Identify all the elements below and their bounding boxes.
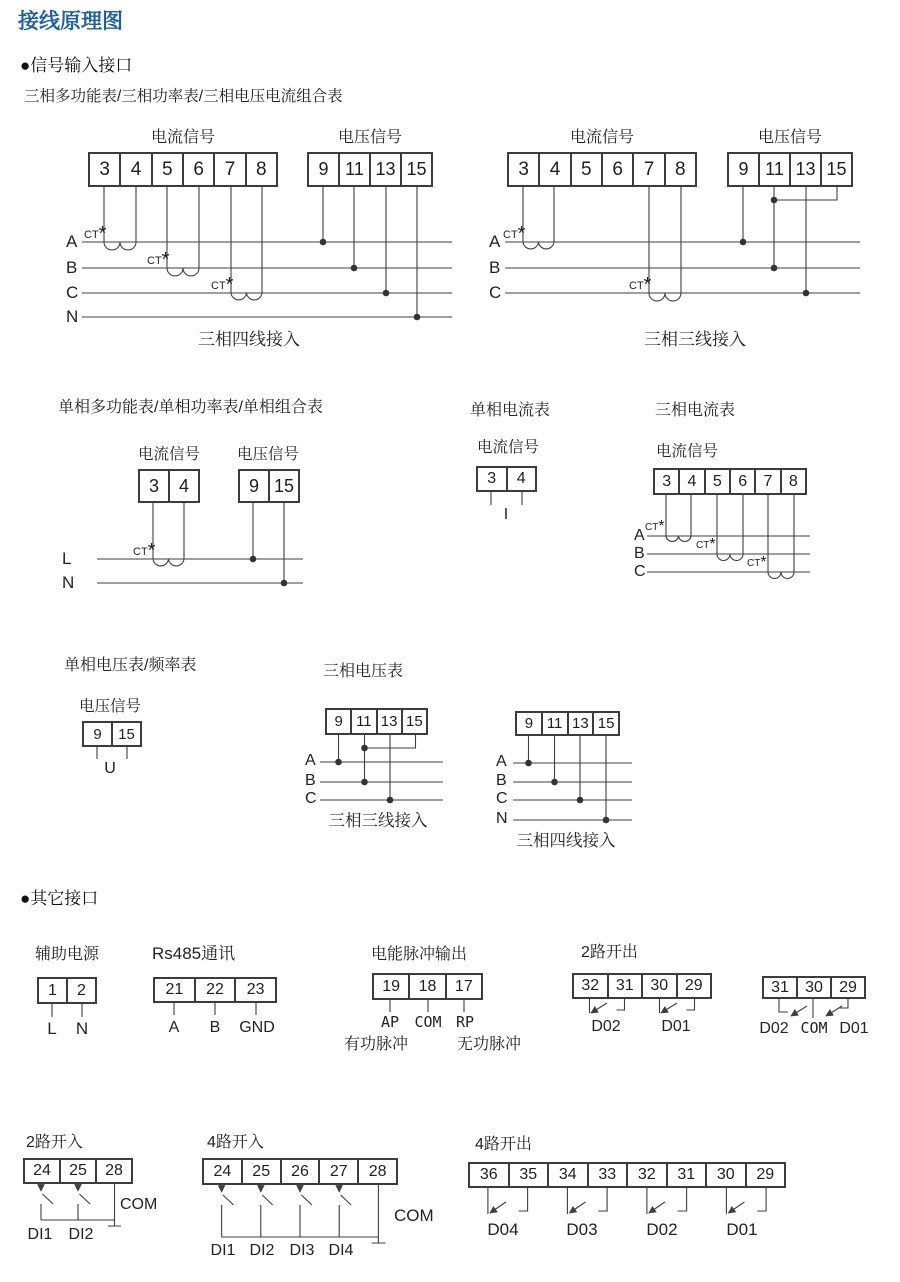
pin-label-com: COM bbox=[800, 1019, 828, 1037]
single-phase-voltmeter-title: 单相电压表/频率表 bbox=[64, 657, 197, 674]
pin-label-l: L bbox=[47, 1019, 57, 1038]
ct-star-icon: * bbox=[98, 223, 107, 245]
phase-label-l: L bbox=[62, 549, 72, 568]
voltage-signal-label: 电压信号 bbox=[757, 129, 823, 146]
terminal-box-current-1p bbox=[138, 469, 200, 503]
terminal-cell: 1 bbox=[39, 979, 68, 1002]
wires-voltmeter-three-wire bbox=[320, 735, 443, 803]
terminal-cell: 2 bbox=[77, 981, 86, 999]
terminal-cell: 11 bbox=[760, 154, 791, 185]
terminal-cell: 7 bbox=[634, 154, 665, 185]
terminal-cell: 25 bbox=[243, 1160, 282, 1183]
terminal-cell: 9 bbox=[84, 723, 113, 745]
ct-label bbox=[147, 249, 170, 271]
terminal-cell: 9 bbox=[517, 713, 543, 734]
terminal-cell: 6 bbox=[184, 154, 215, 185]
terminal-cell: 24 bbox=[204, 1160, 243, 1183]
current-signal-label: 电流信号 bbox=[150, 129, 216, 146]
pin-label-di2: DI2 bbox=[68, 1226, 94, 1243]
wires-relay-out-2 bbox=[590, 999, 695, 1013]
ct-star-icon: * bbox=[760, 554, 767, 571]
ct-star-icon: * bbox=[658, 518, 665, 535]
terminal-box-voltmeter-1p bbox=[82, 721, 142, 747]
ct-star-icon: * bbox=[517, 223, 526, 245]
terminal-cell: 4 bbox=[178, 475, 189, 496]
terminal-cell: 19 bbox=[374, 975, 410, 998]
terminal-box-relay-out-2 bbox=[572, 973, 712, 999]
aux-power-title: 辅助电源 bbox=[35, 946, 100, 963]
ct-text: CT bbox=[133, 546, 148, 558]
terminal-cell: 9 bbox=[729, 154, 760, 185]
wires-aux-power bbox=[52, 1004, 82, 1017]
ct-star-icon: * bbox=[643, 274, 652, 296]
terminal-box-relay-out-2b bbox=[762, 976, 866, 999]
voltage-signal-label: 电压信号 bbox=[337, 129, 403, 146]
terminal-cell: 30 bbox=[707, 1164, 747, 1186]
terminal-cell: 15 bbox=[826, 159, 847, 179]
terminal-cell: 6 bbox=[603, 154, 634, 185]
terminal-cell: 13 bbox=[378, 710, 403, 733]
terminal-cell: 15 bbox=[406, 159, 427, 179]
caption-four-wire: 三相四线接入 bbox=[198, 330, 300, 349]
pin-label-do1: D01 bbox=[661, 1018, 691, 1035]
terminal-cell: 8 bbox=[675, 158, 686, 180]
terminal-box-voltmeter-4wire bbox=[515, 711, 620, 736]
terminal-box-voltmeter-3wire bbox=[325, 708, 428, 735]
single-phase-table-title: 单相多功能表/单相功率表/单相组合表 bbox=[58, 399, 323, 416]
ct-label bbox=[629, 274, 652, 296]
terminal-cell: 3 bbox=[478, 468, 508, 490]
terminal-box-ammeter-1p bbox=[476, 466, 537, 492]
pin-label-do2: D02 bbox=[591, 1018, 621, 1035]
digital-in-4-title: 4路开入 bbox=[207, 1134, 264, 1151]
terminal-cell: 5 bbox=[706, 470, 731, 493]
terminal-cell: 4 bbox=[516, 470, 526, 487]
terminal-cell: 9 bbox=[327, 710, 352, 733]
terminal-cell: 29 bbox=[684, 977, 703, 994]
terminal-cell: 13 bbox=[791, 154, 822, 185]
current-signal-label: 电流信号 bbox=[655, 443, 719, 460]
pin-label-com: COM bbox=[414, 1013, 442, 1031]
ct-text: CT bbox=[747, 558, 761, 569]
ct-text: CT bbox=[645, 522, 659, 533]
terminal-cell: 33 bbox=[589, 1164, 629, 1186]
phase-label-c: C bbox=[489, 283, 502, 302]
ct-star-icon: * bbox=[225, 274, 234, 296]
terminal-cell: 4 bbox=[680, 470, 705, 493]
terminal-cell: 8 bbox=[256, 158, 267, 180]
phase-label-b: B bbox=[489, 258, 501, 277]
terminal-cell: 11 bbox=[543, 713, 569, 734]
ct-label bbox=[133, 540, 156, 562]
pin-label-do4: D04 bbox=[487, 1220, 519, 1239]
wires-rs485 bbox=[174, 1003, 256, 1015]
wires-relay-out-2b bbox=[779, 998, 848, 1018]
terminal-cell: 15 bbox=[406, 713, 423, 730]
ct-label bbox=[211, 274, 234, 296]
terminal-box-digital-in-4 bbox=[202, 1158, 398, 1185]
terminal-cell: 30 bbox=[643, 975, 678, 997]
terminal-cell: 9 bbox=[240, 471, 270, 501]
phase-label-a: A bbox=[634, 527, 645, 544]
terminal-cell: 6 bbox=[731, 470, 756, 493]
terminal-cell: 15 bbox=[597, 715, 615, 732]
terminal-cell: 15 bbox=[118, 725, 135, 743]
ct-text: CT bbox=[629, 280, 644, 292]
caption-voltmeter-four-wire: 三相四线接入 bbox=[516, 832, 616, 850]
terminal-cell: 36 bbox=[470, 1164, 510, 1186]
phase-label-n: N bbox=[66, 307, 79, 326]
terminal-box-current-4w bbox=[88, 152, 278, 187]
terminal-box-ammeter-3p bbox=[653, 468, 807, 495]
three-phase-voltmeter-title: 三相电压表 bbox=[323, 663, 404, 680]
terminal-cell: 5 bbox=[153, 154, 184, 185]
terminal-cell: 29 bbox=[756, 1166, 775, 1183]
terminal-cell: 3 bbox=[140, 471, 170, 501]
pulse-output-title: 电能脉冲输出 bbox=[371, 946, 468, 963]
terminal-cell: 23 bbox=[246, 981, 265, 998]
phase-label-n: N bbox=[496, 810, 508, 827]
active-pulse-note: 有功脉冲 bbox=[343, 1036, 409, 1053]
ct-text: CT bbox=[503, 229, 518, 241]
current-output-label: I bbox=[503, 506, 509, 523]
terminal-cell: 34 bbox=[549, 1164, 589, 1186]
pin-label-b: B bbox=[209, 1019, 221, 1036]
ct-label bbox=[696, 536, 716, 553]
page-title: 接线原理图 bbox=[18, 10, 123, 33]
phase-label-c: C bbox=[634, 563, 646, 580]
rs485-title: Rs485通讯 bbox=[152, 944, 236, 963]
terminal-box-relay-out-4 bbox=[468, 1162, 786, 1188]
terminal-cell: 5 bbox=[572, 154, 603, 185]
wires-three-phase-four-wire bbox=[82, 187, 452, 320]
terminal-cell: 35 bbox=[510, 1164, 550, 1186]
wires-voltmeter-four-wire bbox=[513, 736, 632, 823]
ct-star-icon: * bbox=[161, 249, 170, 271]
wires-single-phase-voltmeter bbox=[97, 747, 127, 759]
phase-label-b: B bbox=[634, 545, 645, 562]
terminal-cell: 15 bbox=[273, 475, 295, 496]
phase-label-a: A bbox=[496, 753, 507, 770]
pin-label-di1: DI1 bbox=[27, 1226, 53, 1243]
terminal-cell: 7 bbox=[215, 154, 246, 185]
terminal-cell: 31 bbox=[609, 975, 644, 997]
three-phase-table-title: 三相多功能表/三相功率表/三相电压电流组合表 bbox=[24, 88, 343, 105]
terminal-cell: 7 bbox=[756, 470, 781, 493]
wires-pulse-output bbox=[390, 1000, 464, 1012]
terminal-cell: 32 bbox=[628, 1164, 668, 1186]
terminal-cell: 3 bbox=[90, 154, 121, 185]
pin-label-do1: D01 bbox=[726, 1220, 758, 1239]
pin-label-do1: D01 bbox=[839, 1020, 869, 1037]
terminal-box-aux-power bbox=[37, 977, 97, 1004]
ct-text: CT bbox=[147, 255, 162, 267]
terminal-box-voltage-1p bbox=[238, 469, 300, 503]
terminal-cell: 22 bbox=[196, 979, 237, 1001]
terminal-box-digital-in-2 bbox=[23, 1158, 133, 1184]
phase-label-b: B bbox=[66, 258, 78, 277]
wires-digital-in-4 bbox=[222, 1185, 386, 1243]
phase-label-c: C bbox=[496, 790, 508, 807]
terminal-cell: 29 bbox=[839, 978, 857, 996]
three-phase-ammeter-title: 三相电流表 bbox=[655, 402, 736, 419]
ct-text: CT bbox=[696, 540, 710, 551]
current-signal-label: 电流信号 bbox=[137, 446, 201, 463]
wires-relay-out-4 bbox=[488, 1188, 766, 1214]
pin-label-do3: D03 bbox=[566, 1220, 598, 1239]
terminal-box-rs485 bbox=[153, 977, 277, 1003]
ct-star-icon: * bbox=[709, 536, 716, 553]
terminal-cell: 31 bbox=[764, 978, 798, 997]
pin-label-gnd: GND bbox=[239, 1019, 275, 1036]
terminal-cell: 17 bbox=[454, 977, 473, 995]
phase-label-a: A bbox=[305, 752, 316, 769]
ct-star-icon: * bbox=[147, 540, 156, 562]
pin-label-n: N bbox=[75, 1019, 89, 1038]
ct-text: CT bbox=[211, 280, 226, 292]
terminal-cell: 24 bbox=[25, 1160, 61, 1182]
wires-single-phase-ammeter bbox=[491, 492, 522, 505]
terminal-cell: 11 bbox=[340, 154, 371, 185]
caption-voltmeter-three-wire: 三相三线接入 bbox=[328, 812, 428, 830]
voltage-output-label: U bbox=[104, 760, 116, 777]
terminal-cell: 4 bbox=[540, 154, 571, 185]
terminal-cell: 13 bbox=[569, 713, 595, 734]
pin-label-com: COM bbox=[394, 1206, 434, 1225]
terminal-cell: 31 bbox=[668, 1164, 708, 1186]
ct-text: CT bbox=[84, 229, 99, 241]
voltage-signal-label: 电压信号 bbox=[78, 698, 142, 715]
single-phase-ammeter-title: 单相电流表 bbox=[470, 402, 551, 419]
terminal-cell: 8 bbox=[788, 472, 798, 490]
pin-label-do2: D02 bbox=[759, 1020, 789, 1037]
pin-label-di1: DI1 bbox=[210, 1242, 236, 1259]
ct-label bbox=[503, 223, 526, 245]
wires-three-phase-three-wire bbox=[505, 187, 860, 301]
terminal-cell: 28 bbox=[368, 1162, 387, 1180]
relay-out-4-title: 4路开出 bbox=[475, 1136, 532, 1153]
digital-in-2-title: 2路开入 bbox=[26, 1134, 83, 1151]
section-title-signal-input: ●信号输入接口 bbox=[20, 56, 133, 75]
terminal-cell: 27 bbox=[320, 1160, 359, 1183]
phase-label-c: C bbox=[305, 790, 317, 807]
ct-label bbox=[747, 554, 767, 571]
section-title-other: ●其它接口 bbox=[20, 889, 99, 908]
voltage-signal-label: 电压信号 bbox=[236, 446, 300, 463]
relay-out-2-title: 2路开出 bbox=[581, 944, 638, 961]
phase-label-b: B bbox=[496, 772, 507, 789]
caption-three-wire: 三相三线接入 bbox=[644, 330, 746, 349]
ct-label bbox=[84, 223, 107, 245]
pin-label-di3: DI3 bbox=[289, 1242, 315, 1259]
terminal-cell: 26 bbox=[282, 1160, 321, 1183]
terminal-cell: 13 bbox=[371, 154, 402, 185]
terminal-cell: 18 bbox=[410, 975, 446, 998]
terminal-cell: 32 bbox=[574, 975, 609, 997]
terminal-cell: 30 bbox=[798, 978, 832, 997]
pin-label-rp: RP bbox=[455, 1013, 475, 1031]
reactive-pulse-note: 无功脉冲 bbox=[456, 1036, 522, 1053]
terminal-box-pulse-output bbox=[372, 973, 483, 1000]
pin-label-ap: AP bbox=[380, 1013, 400, 1031]
ct-label bbox=[645, 518, 665, 535]
terminal-box-current-3w bbox=[507, 152, 697, 187]
terminal-cell: 9 bbox=[309, 154, 340, 185]
phase-label-a: A bbox=[489, 232, 501, 251]
terminal-cell: 3 bbox=[509, 154, 540, 185]
terminal-cell: 25 bbox=[61, 1160, 97, 1182]
terminal-cell: 3 bbox=[655, 470, 680, 493]
terminal-cell: 21 bbox=[155, 979, 196, 1001]
phase-label-b: B bbox=[305, 772, 316, 789]
terminal-cell: 28 bbox=[105, 1162, 123, 1179]
pin-label-com: COM bbox=[120, 1196, 158, 1213]
phase-label-c: C bbox=[66, 283, 79, 302]
pin-label-do2: D02 bbox=[646, 1220, 678, 1239]
wires-three-phase-ammeter bbox=[647, 495, 810, 579]
pin-label-a: A bbox=[168, 1019, 180, 1036]
terminal-box-voltage-3w bbox=[727, 152, 853, 187]
current-signal-label: 电流信号 bbox=[476, 439, 540, 456]
terminal-cell: 11 bbox=[352, 710, 377, 733]
phase-label-n: N bbox=[62, 573, 75, 592]
phase-label-a: A bbox=[66, 232, 78, 251]
pin-label-di2: DI2 bbox=[249, 1242, 275, 1259]
wires-digital-in-2 bbox=[41, 1184, 121, 1226]
terminal-box-voltage-4w bbox=[307, 152, 433, 187]
current-signal-label: 电流信号 bbox=[569, 129, 635, 146]
pin-label-di4: DI4 bbox=[328, 1242, 354, 1259]
wires-single-phase-table bbox=[97, 503, 303, 586]
terminal-cell: 4 bbox=[121, 154, 152, 185]
